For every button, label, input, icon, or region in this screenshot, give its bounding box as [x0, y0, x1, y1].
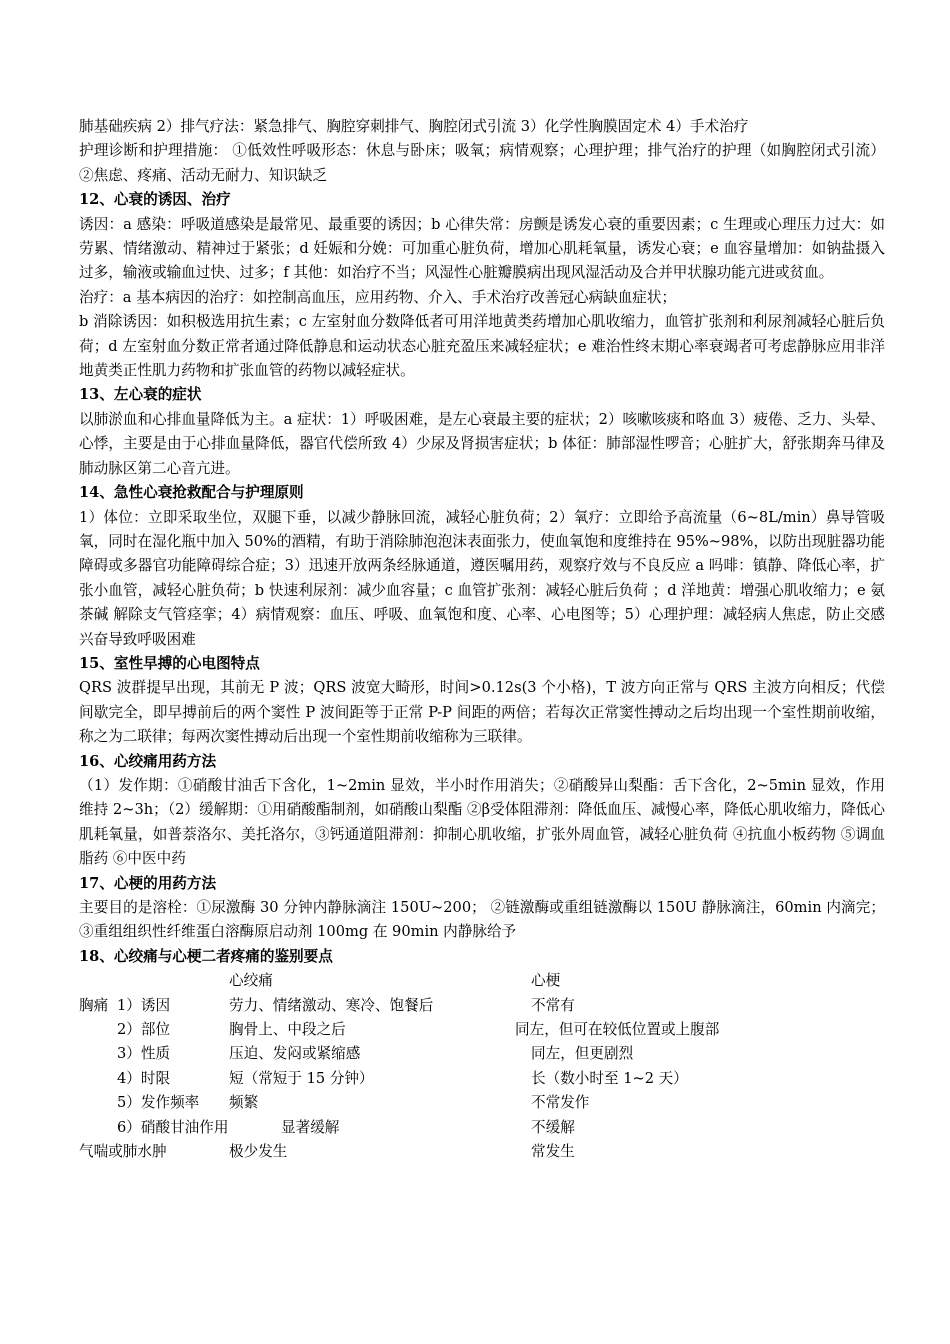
comparison-row: [79, 1140, 885, 1164]
comparison-cell-angina: 劳力、情绪激动、寒冷、饱餐后: [229, 996, 434, 1014]
section-title: 、心梗的用药方法: [99, 874, 217, 892]
comparison-cell-mi: 不缓解: [531, 1118, 575, 1136]
column-header: 心绞痛: [229, 972, 273, 990]
section-heading: [79, 872, 885, 896]
comparison-cell-mi: 长（数小时至 1~2 天）: [531, 1069, 688, 1087]
comparison-cell-angina: 胸骨上、中段之后: [229, 1021, 346, 1038]
section-heading: [79, 945, 885, 969]
section-heading: [79, 383, 885, 407]
comparison-cell-mi: 同左，但更剧烈: [531, 1045, 634, 1063]
section-number: 14: [79, 484, 100, 502]
section-number: 18: [79, 947, 100, 965]
comparison-cell-item: 2）部位: [117, 1021, 171, 1038]
comparison-header-row: [79, 969, 885, 993]
comparison-row: [79, 1116, 885, 1140]
comparison-cell-angina: 压迫、发闷或紧缩感: [229, 1045, 361, 1063]
section-title: 、室性早搏的心电图特点: [99, 654, 260, 672]
body-paragraph: 诱因：a 感染：呼吸道感染是最常见、最重要的诱因；b 心律失常：房颤是诱发心衰的重要因素；c 生理或心理压力过大：如劳累、情绪激动、精神过于紧张；d 妊娠和分娩：可加重心脏负荷，增加心肌耗氧量，诱发心衰；e 血容量增加：如钠盐摄入过多，输液或输血过快、过多；f 其他：如治疗不当；风湿性心脏瓣膜病出现风湿活动及合并甲状腺功能亢进或贫血。: [79, 215, 885, 282]
comparison-cell-mi: 不常有: [531, 996, 575, 1014]
section-heading: [79, 750, 885, 774]
comparison-table: [79, 969, 885, 1164]
body-paragraph: b 消除诱因：如积极选用抗生素；c 左室射血分数降低者可用洋地黄类药增加心肌收缩力，血管扩张剂和利尿剂减轻心脏后负荷；d 左室射血分数正常者通过降低静息和运动状态心脏充盈压来减轻症状；e 难治性终末期心率衰竭者可考虑静脉应用非洋地黄类正性肌力药物和扩张血管的药物以减轻症状。: [79, 313, 885, 380]
comparison-cell-item: 3）性质: [117, 1045, 171, 1063]
section-title: 、急性心衰抢救配合与护理原则: [99, 484, 304, 502]
comparison-cell-angina: 频繁: [229, 1094, 259, 1112]
comparison-cell-item: 6）硝酸甘油作用: [117, 1118, 229, 1136]
comparison-cell-mi: 同左，但可在较低位置或上腹部: [515, 1021, 720, 1038]
section-number: 13: [79, 386, 100, 404]
section-number: 15: [79, 654, 100, 672]
comparison-cell-item: 1）诱因: [117, 996, 171, 1014]
section-heading: [79, 188, 885, 212]
body-paragraph: （1）发作期：①硝酸甘油舌下含化，1~2min 显效，半小时作用消失；②硝酸异山梨酯：舌下含化，2~5min 显效，作用维持 2~3h；（2）缓解期：①用硝酸酯制剂，如硝酸山梨酯 ②β受体阻滞剂：降低血压、减慢心率，降低心肌收缩力，降低心肌耗氧量，如普萘洛尔、美托洛尔，③钙通道阻滞剂：抑制心肌收缩，扩张外周血管，减轻心脏负荷 ④抗血小板药物 ⑤调血脂药 ⑥中医中药: [79, 776, 885, 868]
section-number: 16: [79, 752, 100, 770]
comparison-cell-group: 气喘或肺水肿: [79, 1142, 167, 1160]
section-heading: [79, 481, 885, 505]
comparison-cell-angina: 短（常短于 15 分钟）: [229, 1069, 374, 1087]
body-paragraph: 1）体位：立即采取坐位，双腿下垂，以减少静脉回流，减轻心脏负荷；2）氧疗：立即给予高流量（6~8L/min）鼻导管吸氧，同时在湿化瓶中加入 50%的酒精，有助于消除肺泡泡沫表面张力，使血氧饱和度维持在 95%~98%，以防出现脏器功能障碍或多器官功能障碍综合症；3）迅速开放两条经脉通道，遵医嘱用药，观察疗效与不良反应 a 吗啡：镇静、降低心率，扩张小血管，减轻心脏负荷；b 快速利尿剂：减少血容量；c 血管扩张剂：减轻心脏后负荷 ；d 洋地黄：增强心肌收缩力；e 氨茶碱 解除支气管痉挛；4）病情观察：血压、呼吸、血氧饱和度、心率、心电图等；5）心理护理：减轻病人焦虑，防止交感兴奋导致呼吸困难: [79, 508, 885, 648]
body-paragraph: 以肺淤血和心排血量降低为主。a 症状：1）呼吸困难，是左心衰最主要的症状；2）咳嗽咳痰和咯血 3）疲倦、乏力、头晕、心悸，主要是由于心排血量降低，器官代偿所致 4）少尿及肾损害症状；b 体征：肺部湿性啰音；心脏扩大，舒张期奔马律及肺动脉区第二心音亢进。: [79, 410, 885, 477]
body-paragraph: QRS 波群提早出现，其前无 P 波；QRS 波宽大畸形，时间>0.12s(3 个小格)，T 波方向正常与 QRS 主波方向相反；代偿间歇完全，即早搏前后的两个窦性 P 波间距等于正常 P-P 间距的两倍；若每次正常窦性搏动之后均出现一个室性期前收缩，称之为二联律；每两次窦性搏动后出现一个室性期前收缩称为三联律。: [79, 679, 885, 746]
comparison-row: [79, 1067, 885, 1091]
comparison-row: [79, 1091, 885, 1115]
comparison-row: [79, 1018, 885, 1042]
section-title: 、心衰的诱因、治疗: [99, 191, 231, 209]
comparison-cell-angina: 显著缓解: [281, 1118, 340, 1136]
body-paragraph: 护理诊断和护理措施： ①低效性呼吸形态：休息与卧床；吸氧；病情观察；心理护理；排气治疗的护理（如胸腔闭式引流）②焦虑、疼痛、活动无耐力、知识缺乏: [79, 142, 885, 184]
comparison-cell-mi: 常发生: [531, 1142, 575, 1160]
comparison-cell-angina: 极少发生: [229, 1142, 288, 1160]
comparison-cell-item: 4）时限: [117, 1069, 171, 1087]
section-heading: [79, 652, 885, 676]
comparison-row: [79, 994, 885, 1018]
column-header: 心梗: [531, 972, 561, 990]
section-title: 、心绞痛与心梗二者疼痛的鉴别要点: [99, 947, 333, 965]
comparison-row: [79, 1042, 885, 1066]
section-number: 12: [79, 191, 100, 209]
section-title: 、左心衰的症状: [99, 386, 202, 404]
comparison-cell-mi: 不常发作: [531, 1094, 590, 1112]
comparison-cell-group: 胸痛: [79, 996, 109, 1014]
body-paragraph: 治疗：a 基本病因的治疗：如控制高血压，应用药物、介入、手术治疗改善冠心病缺血症状；: [79, 288, 677, 306]
section-title: 、心绞痛用药方法: [99, 752, 217, 770]
section-number: 17: [79, 874, 100, 892]
body-paragraph: 肺基础疾病 2）排气疗法：紧急排气、胸腔穿刺排气、胸腔闭式引流 3）化学性胸膜固定术 4）手术治疗: [79, 118, 749, 135]
document-body: [79, 115, 885, 1164]
comparison-cell-item: 5）发作频率: [117, 1094, 200, 1112]
body-paragraph: 主要目的是溶栓：①尿激酶 30 分钟内静脉滴注 150U~200； ②链激酶或重组链激酶以 150U 静脉滴注，60min 内滴完；③重组组织性纤维蛋白溶酶原启动剂 100mg 在 90min 内静脉给予: [79, 899, 885, 941]
